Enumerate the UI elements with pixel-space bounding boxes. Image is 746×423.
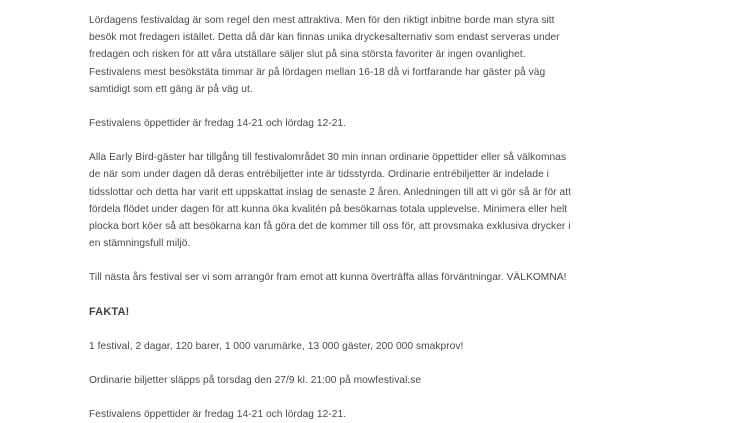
- fact-summary: [89, 338, 679, 355]
- text-line: plocka bort köer så att besökarna kan få göra det de kommer till oss för, att provsmaka exklusiva drycker i: [89, 221, 571, 233]
- text-line: Ordinarie biljetter släpps på torsdag den 27/9 kl. 21:00 på mowfestival.se: [89, 375, 422, 387]
- text-line: en stämningsfull miljö.: [89, 238, 191, 250]
- paragraph-spacer: [89, 355, 679, 372]
- paragraph-next-year: [89, 269, 679, 286]
- paragraph-spacer: [89, 252, 679, 269]
- text-line: fördela flödet under dagen för att kunna öka kvalitén på besökarnas totala upplevelse. Minimera eller helt: [89, 203, 568, 215]
- text-line: fredagen och risken för att våra utställare säljer slut på sina största favoriter är ingen ovanlighet.: [89, 49, 526, 61]
- paragraph-spacer: [89, 321, 679, 338]
- text-line: Lördagens festivaldag är som regel den mest attraktiva. Men för den riktigt inbitne borde man styra sitt: [89, 15, 555, 26]
- text-line: Festivalens mest besökstäta timmar är på lördagen mellan 16-18 då vi fortfarande har gäster på väg: [89, 66, 546, 78]
- text-line: Festivalens öppettider är fredag 14-21 och lördag 12-21.: [89, 118, 347, 130]
- text-line: besök mot fredagen istället. Detta då där kan finnas unika dryckesalternativ som endast serveras under: [89, 32, 560, 44]
- fact-opening-hours: [89, 406, 679, 423]
- fact-tickets: [89, 372, 679, 389]
- paragraph-spacer: [89, 287, 679, 304]
- text-line: Till nästa års festival ser vi som arrangör fram emot att kunna överträffa allas förväntningar. VÄLKOMNA!: [89, 272, 567, 284]
- text-line: samtidigt som ett gäng är på väg ut.: [89, 83, 253, 95]
- text-line: Alla Early Bird-gäster har tillgång till festivalområdet 30 min innan ordinarie öppettider eller så välkomnas: [89, 152, 567, 164]
- paragraph-saturday-vs-friday: [89, 12, 679, 98]
- paragraph-early-bird: [89, 149, 679, 252]
- paragraph-opening-hours: [89, 115, 679, 132]
- paragraph-spacer: [89, 98, 679, 115]
- text-line: tidsslottar och detta har varit ett uppskattat inslag de senaste 2 åren. Anledningen till att vi gör så är för att: [89, 186, 571, 198]
- paragraph-spacer: [89, 389, 679, 406]
- text-line: Festivalens öppettider är fredag 14-21 och lördag 12-21.: [89, 409, 347, 421]
- paragraph-spacer: [89, 132, 679, 149]
- press-release-body: [89, 12, 679, 423]
- text-line: de när som under dagen då deras entrébiljetter inte är tidsstyrda. Ordinarie entrébiljetter är indelade i: [89, 169, 549, 181]
- facts-heading: FAKTA!: [89, 305, 130, 318]
- text-line: 1 festival, 2 dagar, 120 barer, 1 000 varumärke, 13 000 gäster, 200 000 smakprov!: [89, 340, 464, 352]
